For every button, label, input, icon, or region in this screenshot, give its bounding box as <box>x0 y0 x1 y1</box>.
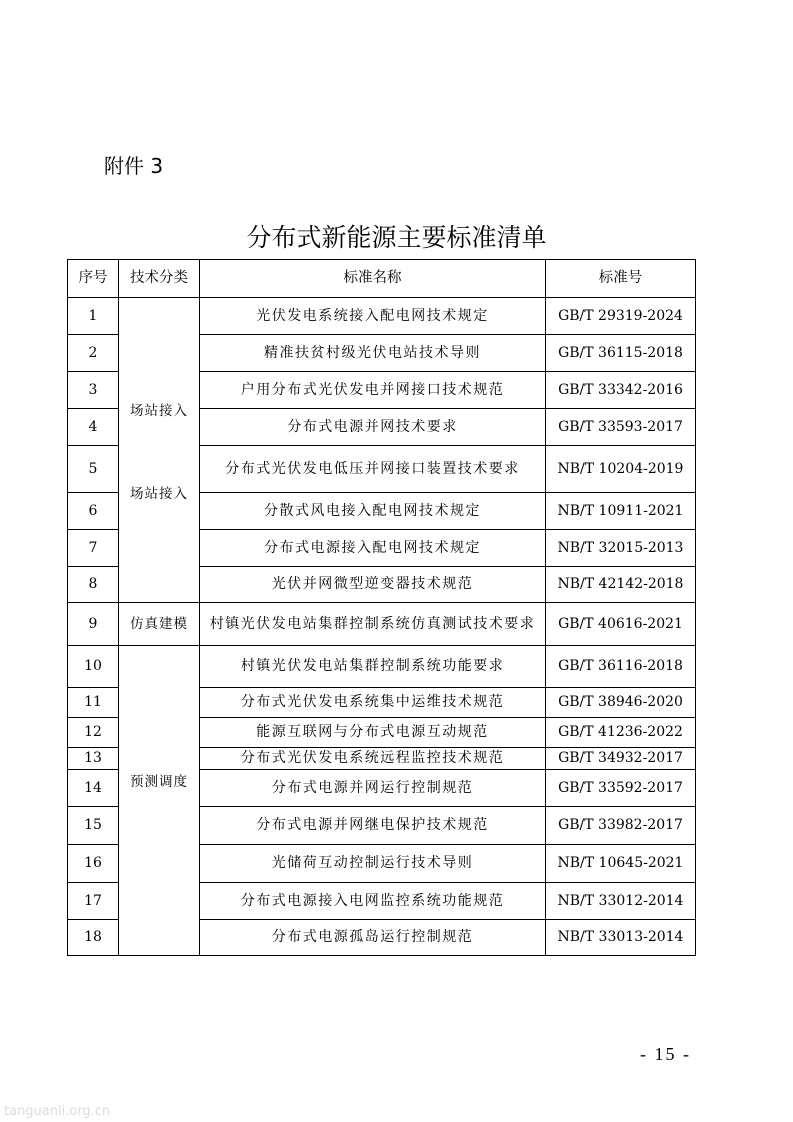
standard-name: 能源互联网与分布式电源互动规范 <box>200 718 546 748</box>
standard-code: NB/T 33012-2014 <box>546 883 696 920</box>
row-no: 5 <box>68 446 119 493</box>
row-no: 3 <box>68 372 119 409</box>
header-name: 标准名称 <box>200 260 546 298</box>
row-no: 16 <box>68 845 119 883</box>
standard-name: 分布式电源并网运行控制规范 <box>200 770 546 807</box>
category-label: 预测调度 <box>130 774 188 791</box>
table-row <box>68 646 696 688</box>
row-no: 15 <box>68 807 119 845</box>
table-row <box>68 920 696 956</box>
standard-code: GB/T 33982-2017 <box>546 807 696 845</box>
standard-code: GB/T 41236-2022 <box>546 718 696 748</box>
category-label: 场站接入 <box>130 486 188 502</box>
header-category: 技术分类 <box>119 260 200 298</box>
row-no: 4 <box>68 409 119 446</box>
row-no: 7 <box>68 530 119 567</box>
category-cell <box>119 920 200 956</box>
standard-name: 光伏发电系统接入配电网技术规定 <box>200 298 546 335</box>
category-label: 仿真建模 <box>130 615 188 632</box>
standard-code: GB/T 34932-2017 <box>546 748 696 770</box>
header-no: 序号 <box>68 260 119 298</box>
row-no: 11 <box>68 688 119 718</box>
category-cell <box>119 646 200 920</box>
row-no: 1 <box>68 298 119 335</box>
row-no: 2 <box>68 335 119 372</box>
standard-name: 分布式电源孤岛运行控制规范 <box>200 920 546 956</box>
row-no: 18 <box>68 920 119 956</box>
standard-code: NB/T 42142-2018 <box>546 567 696 603</box>
table-row <box>68 298 696 335</box>
row-no: 14 <box>68 770 119 807</box>
standard-code: NB/T 10645-2021 <box>546 845 696 883</box>
standard-code: GB/T 36116-2018 <box>546 646 696 688</box>
row-no: 17 <box>68 883 119 920</box>
standard-code: NB/T 32015-2013 <box>546 530 696 567</box>
standard-code: GB/T 29319-2024 <box>546 298 696 335</box>
standard-name: 户用分布式光伏发电并网接口技术规范 <box>200 372 546 409</box>
standard-name: 分散式风电接入配电网技术规定 <box>200 493 546 530</box>
standard-name: 分布式光伏发电低压并网接口装置技术要求 <box>200 446 546 493</box>
table-row <box>68 603 696 646</box>
category-cell <box>119 603 200 646</box>
standard-code: GB/T 36115-2018 <box>546 335 696 372</box>
category-label: 场站接入 <box>130 403 188 419</box>
standard-name: 精准扶贫村级光伏电站技术导则 <box>200 335 546 372</box>
row-no: 10 <box>68 646 119 688</box>
standard-name: 分布式电源接入配电网技术规定 <box>200 530 546 567</box>
standard-name: 分布式光伏发电系统集中运维技术规范 <box>200 688 546 718</box>
watermark-text: tanguanli.org.cn <box>4 1104 111 1119</box>
row-no: 6 <box>68 493 119 530</box>
standard-name: 分布式光伏发电系统远程监控技术规范 <box>200 748 546 770</box>
row-no: 9 <box>68 603 119 646</box>
document-title: 分布式新能源主要标准清单 <box>246 223 547 252</box>
attachment-label: 附件 3 <box>104 154 164 178</box>
standard-name: 村镇光伏发电站集群控制系统功能要求 <box>200 646 546 688</box>
standard-name: 分布式电源接入电网监控系统功能规范 <box>200 883 546 920</box>
row-no: 8 <box>68 567 119 603</box>
standard-name: 光储荷互动控制运行技术导则 <box>200 845 546 883</box>
standard-code: GB/T 33592-2017 <box>546 770 696 807</box>
category-cell <box>119 298 200 603</box>
standard-name: 村镇光伏发电站集群控制系统仿真测试技术要求 <box>200 603 546 646</box>
row-no: 12 <box>68 718 119 748</box>
standard-name: 分布式电源并网继电保护技术规范 <box>200 807 546 845</box>
standard-name: 分布式电源并网技术要求 <box>200 409 546 446</box>
standard-code: GB/T 33593-2017 <box>546 409 696 446</box>
standard-code: GB/T 33342-2016 <box>546 372 696 409</box>
header-code: 标准号 <box>546 260 696 298</box>
standard-code: NB/T 10204-2019 <box>546 446 696 493</box>
standard-code: GB/T 40616-2021 <box>546 603 696 646</box>
standards-table <box>67 259 696 956</box>
page-number: - 15 - <box>640 1044 691 1064</box>
standard-name: 光伏并网微型逆变器技术规范 <box>200 567 546 603</box>
standard-code: NB/T 33013-2014 <box>546 920 696 956</box>
row-no: 13 <box>68 748 119 770</box>
standard-code: NB/T 10911-2021 <box>546 493 696 530</box>
standard-code: GB/T 38946-2020 <box>546 688 696 718</box>
